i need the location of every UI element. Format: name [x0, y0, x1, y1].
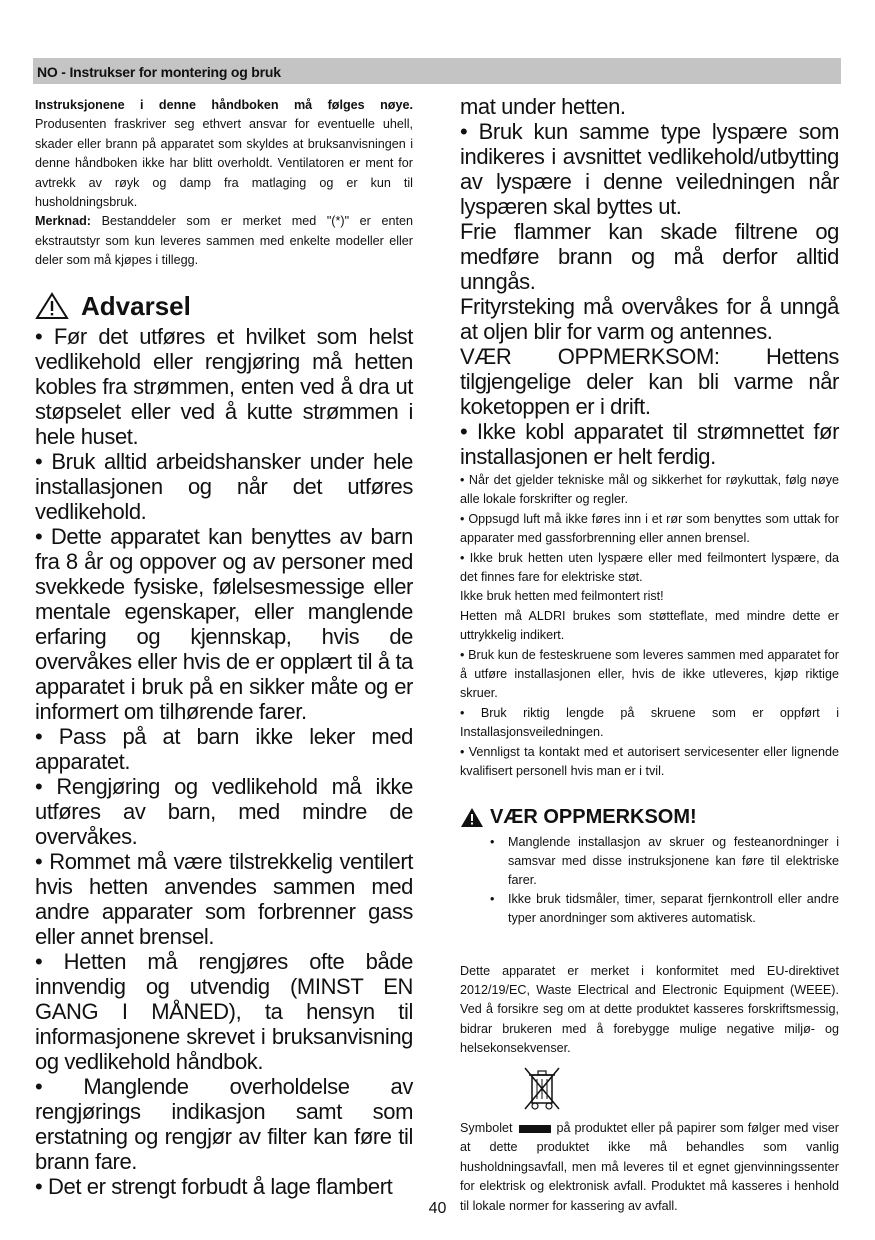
warning-paragraph: • Hetten må rengjøres ofte både innvendig og utvendig (MINST EN GANG I MÅNED), ta hensyn til informasjonene skrevet i bruksanvisning og vedlikehold håndbok. — [35, 948, 413, 1074]
attention-list — [460, 833, 839, 928]
note-paragraph — [35, 212, 413, 270]
warning-paragraph: Frie flammer kan skade filtrene og medføre brann og må derfor alltid unngås. — [460, 219, 839, 294]
small-paragraph: • Vennligst ta kontakt med et autorisert servicesenter eller lignende kvalifisert personell hvis man er i tvil. — [460, 744, 839, 779]
warning-left-text — [35, 324, 413, 1199]
attention-item: • Manglende installasjon av skruer og festeanordninger i samsvar med disse instruksjonene kan føre til elektriske farer. — [490, 833, 839, 890]
note-text: Bestanddeler som er merket med "(*)" er enten ekstrautstyr som kun leveres sammen med enkelte modeller eller deler som må kjøpes i tillegg. — [35, 214, 413, 268]
warning-paragraph: • Før det utføres et hvilket som helst vedlikehold eller rengjøring må hetten kobles fra strømmen, enten ved å dra ut støpselet eller ved å kutte strømmen i hele huset. — [35, 323, 413, 449]
warning-right-text — [460, 94, 839, 469]
warning-paragraph: • Pass på at barn ikke leker med apparatet. — [35, 723, 413, 774]
weee-paragraph: Dette apparatet er merket i konformitet med EU-direktivet 2012/19/EC, Waste Electrical and Electronic Equipment (WEEE). Ved å forsikre seg om at dette produktet kasseres forskriftsmessig, bidrar brukeren med å forebygge mulige negative miljø- og helsekonsekvenser. — [460, 963, 839, 1056]
warning-filled-triangle-icon — [460, 807, 484, 828]
intro-text: Produsenten fraskriver seg ethvert ansvar for eventuelle uhell, skader eller brann på apparatet som skyldes at bruksanvisningen i denne håndboken ikke har blitt overholdt. Ventilatoren er ment for avtrekk av røyk og damp fra matlaging og er kun til husholdningsbruk. — [35, 117, 413, 210]
small-paragraph: Hetten må ALDRI brukes som støtteflate, med mindre dette er uttrykkelig indikert. — [460, 608, 839, 643]
warning-paragraph: • Det er strengt forbudt å lage flambert — [35, 1173, 393, 1199]
weee-bar-icon — [519, 1125, 551, 1133]
right-column — [460, 94, 839, 1216]
warning-paragraph: • Bruk alltid arbeidshansker under hele installasjonen og når det utføres vedlikehold. — [35, 448, 413, 524]
intro-lead: Instruksjonene i denne håndboken må følges nøye. — [35, 98, 413, 112]
small-paragraph: • Bruk kun de festeskruene som leveres sammen med apparatet for å utføre installasjonen eller, hvis de ikke utleveres, kjøp riktige skruer. — [460, 647, 839, 701]
warning-heading-text: Advarsel — [81, 290, 191, 321]
small-paragraph: • Oppsugd luft må ikke føres inn i et rør som benyttes som uttak for apparater med gassforbrenning eller annen brensel. — [460, 511, 839, 546]
warning-small-text — [460, 471, 839, 782]
section-title: NO - Instrukser for montering og bruk — [37, 64, 281, 80]
warning-paragraph: mat under hetten. — [460, 94, 626, 119]
warning-paragraph: • Bruk kun samme type lyspære som indikeres i avsnittet vedlikehold/utbytting av lyspære i denne veiledningen når lyspæren skal byttes ut. — [460, 119, 839, 219]
warning-paragraph: • Rengjøring og vedlikehold må ikke utføres av barn, med mindre de overvåkes. — [35, 773, 413, 849]
warning-paragraph: • Rommet må være tilstrekkelig ventilert hvis hetten anvendes sammen med andre apparater som forbrenner gass eller annet brensel. — [35, 848, 413, 949]
warning-paragraph: • Manglende overholdelse av rengjørings indikasjon samt som erstatning og rengjør av filter kan føre til brann fare. — [35, 1073, 413, 1174]
warning-paragraph: • Ikke kobl apparatet til strømnettet før installasjonen er helt ferdig. — [460, 419, 839, 469]
small-paragraph: Ikke bruk hetten med feilmontert rist! — [460, 589, 664, 604]
crossed-bin-icon — [522, 1065, 562, 1111]
weee-block — [460, 962, 839, 1216]
small-paragraph: • Bruk riktig lengde på skruene som er oppført i Installasjonsveiledningen. — [460, 705, 839, 740]
attention-heading — [460, 806, 839, 829]
small-paragraph: • Ikke bruk hetten uten lyspære eller med feilmontert lyspære, da det finnes fare for elektriske støt. — [460, 550, 839, 585]
attention-heading-text: VÆR OPPMERKSOM! — [490, 805, 697, 828]
intro-block — [35, 96, 413, 271]
warning-paragraph: • Dette apparatet kan benyttes av barn fra 8 år og oppover og av personer med svekkede fysiske, følelsesmessige eller mentale egenskaper, eller manglende erfaring og kjennskap, hvis de overvåkes eller hvis de er opplært til å ta apparatet i bruk på en sikker måte og er informert om tilhørende farer. — [35, 523, 413, 724]
intro-paragraph — [35, 96, 413, 212]
attention-item: • Ikke bruk tidsmåler, timer, separat fjernkontroll eller andre typer anordninger som aktiveres automatisk. — [490, 890, 839, 928]
warning-triangle-icon — [35, 292, 69, 320]
warning-paragraph: Frityrsteking må overvåkes for å unngå at oljen blir for varm og antennes. — [460, 294, 839, 344]
symbol-prefix: Symbolet — [460, 1120, 513, 1135]
symbol-text: på produktet eller på papirer som følger med viser at dette produktet ikke må behandles som vanlig husholdningsavfall, men må leveres til et egnet gjenvinningssenter for elektrisk og elektronisk avfall. Produktet må kasseres i henhold til lokale normer for kassering av avfall. — [460, 1120, 839, 1213]
note-label: Merknad: — [35, 214, 91, 229]
section-header-bar — [33, 58, 841, 84]
page-number: 40 — [428, 1200, 447, 1217]
warning-paragraph: VÆR OPPMERKSOM: Hettens tilgjengelige deler kan bli varme når koketoppen er i drift. — [460, 344, 839, 419]
warning-heading — [35, 291, 413, 322]
left-column — [35, 96, 413, 1199]
small-paragraph: • Når det gjelder tekniske mål og sikkerhet for røykuttak, følg nøye alle lokale forskrifter og regler. — [460, 473, 839, 507]
